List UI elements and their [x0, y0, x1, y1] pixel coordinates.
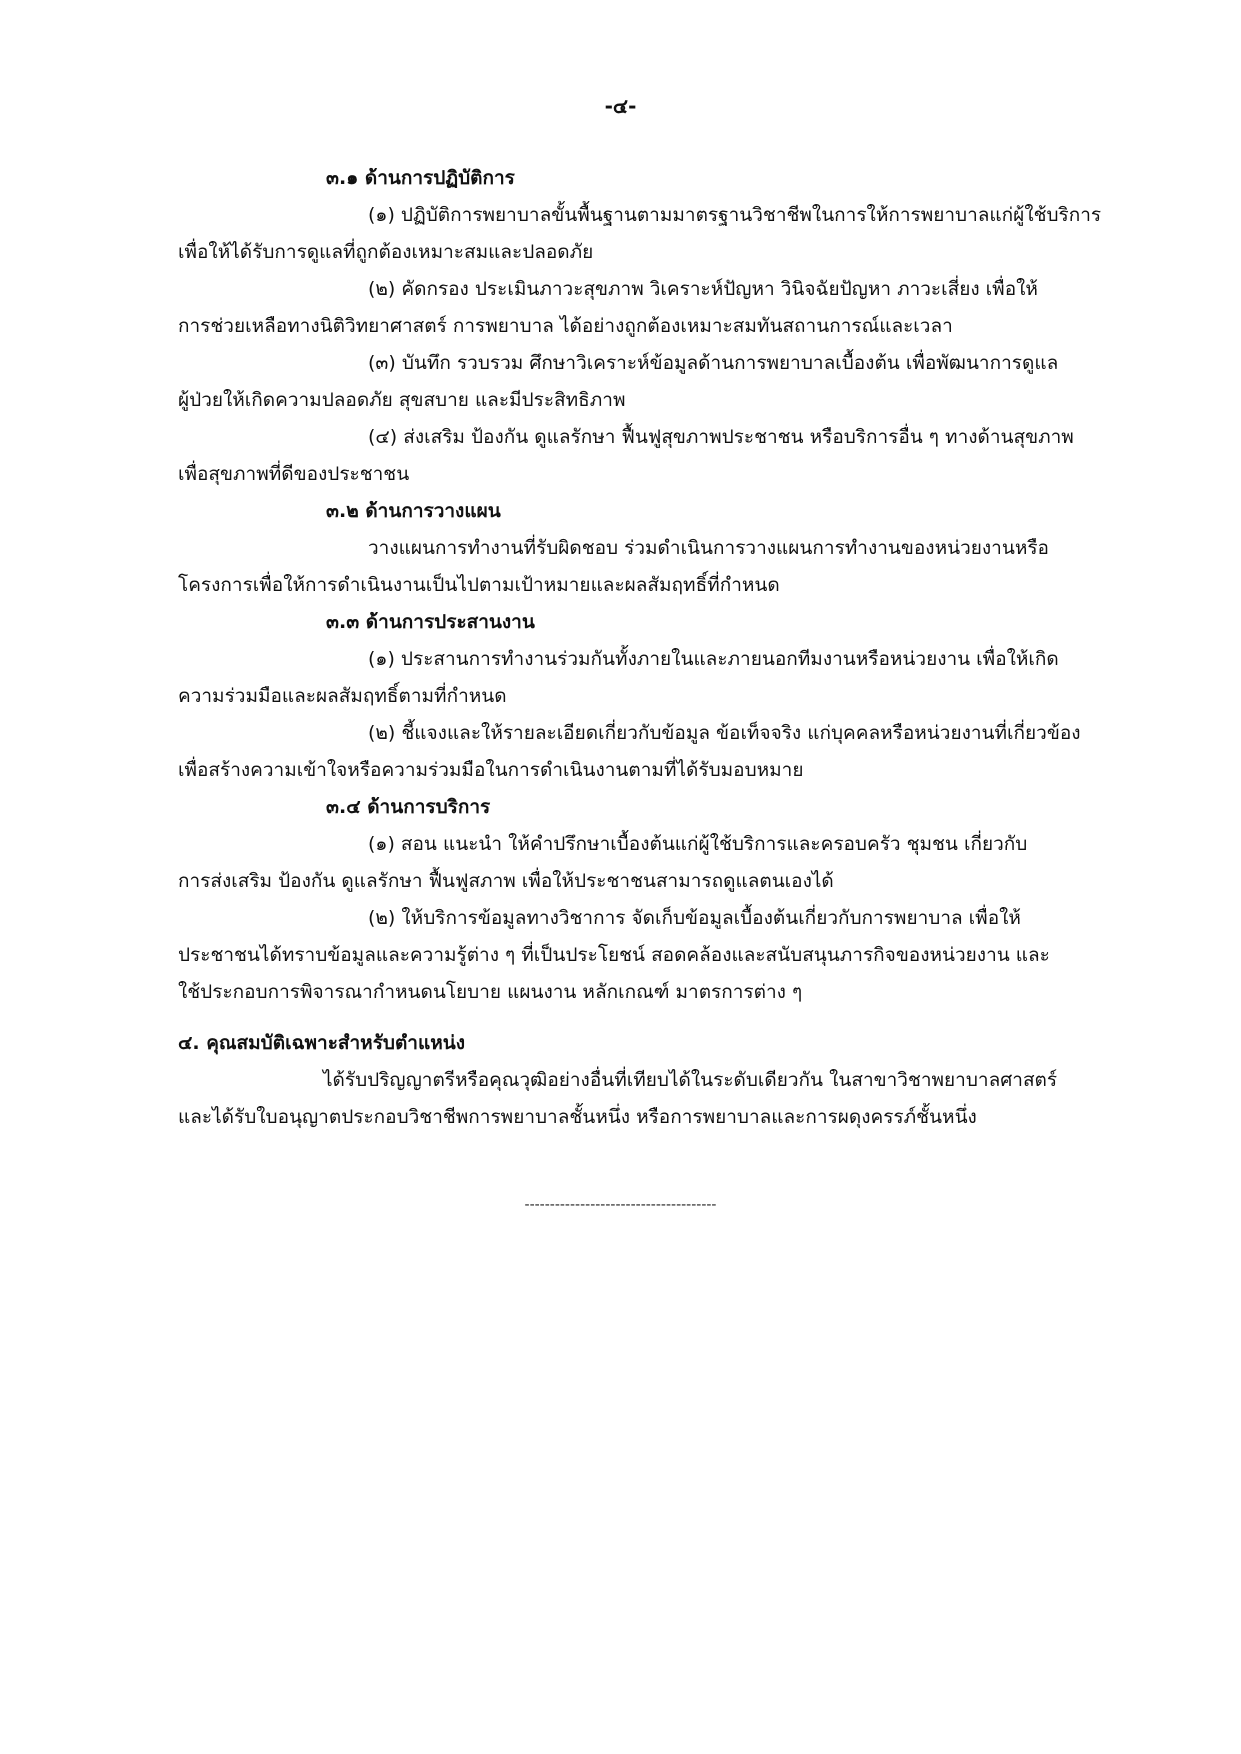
paragraph-first-line: (๓) บันทึก รวบรวม ศึกษาวิเคราะห์ข้อมูลด้านการพยาบาลเบื้องต้น เพื่อพัฒนาการดูแล [368, 352, 1059, 374]
paragraph-first-line: ได้รับปริญญาตรีหรือคุณวุฒิอย่างอื่นที่เทียบได้ในระดับเดียวกัน ในสาขาวิชาพยาบาลศาสตร์ [323, 1069, 1058, 1091]
paragraph-continuation: และได้รับใบอนุญาตประกอบวิชาชีพการพยาบาลชั้นหนึ่ง หรือการพยาบาลและการผดุงครรภ์ชั้นหนึ่ง [178, 1106, 977, 1128]
paragraph-first-line: (๔) ส่งเสริม ป้องกัน ดูแลรักษา ฟื้นฟูสุขภาพประชาชน หรือบริการอื่น ๆ ทางด้านสุขภาพ [368, 426, 1074, 448]
paragraph-first-line: (๒) ชี้แจงและให้รายละเอียดเกี่ยวกับข้อมูล ข้อเท็จจริง แก่บุคคลหรือหน่วยงานที่เกี่ยวข้อง [368, 722, 1081, 744]
paragraph-3-4-1 [178, 826, 1123, 900]
end-divider: -------------------------------------- [524, 1197, 717, 1213]
document-body [178, 160, 1123, 1136]
paragraph-3-3-2 [178, 715, 1123, 789]
paragraph-3-1-4 [178, 419, 1123, 493]
paragraph-3-4-2 [178, 900, 1123, 1011]
paragraph-first-line: (๒) ให้บริการข้อมูลทางวิชาการ จัดเก็บข้อมูลเบื้องต้นเกี่ยวกับการพยาบาล เพื่อให้ [368, 907, 1021, 929]
paragraph-3-1-3 [178, 345, 1123, 419]
paragraph-first-line: (๒) คัดกรอง ประเมินภาวะสุขภาพ วิเคราะห์ปัญหา วินิจฉัยปัญหา ภาวะเสี่ยง เพื่อให้ [368, 278, 1038, 300]
section-heading-4: ๔. คุณสมบัติเฉพาะสำหรับตำแหน่ง [178, 1032, 466, 1054]
section-heading-3-4: ๓.๔ ด้านการบริการ [326, 796, 491, 818]
paragraph-continuation: ผู้ป่วยให้เกิดความปลอดภัย สุขสบาย และมีประสิทธิภาพ [178, 389, 626, 411]
paragraph-3-3-1 [178, 641, 1123, 715]
section-heading-3-3: ๓.๓ ด้านการประสานงาน [326, 611, 535, 633]
paragraph-continuation: เพื่อสร้างความเข้าใจหรือความร่วมมือในการดำเนินงานตามที่ได้รับมอบหมาย [178, 759, 804, 781]
paragraph-first-line: (๑) ปฏิบัติการพยาบาลขั้นพื้นฐานตามมาตรฐานวิชาชีพในการให้การพยาบาลแก่ผู้ใช้บริการ [368, 204, 1102, 226]
paragraph-3-2-1 [178, 530, 1123, 604]
page-number: -๔- [604, 94, 637, 118]
section-heading-3-1: ๓.๑ ด้านการปฏิบัติการ [326, 167, 515, 189]
paragraph-continuation: เพื่อสุขภาพที่ดีของประชาชน [178, 463, 410, 485]
paragraph-first-line: (๑) ประสานการทำงานร่วมกันทั้งภายในและภายนอกทีมงานหรือหน่วยงาน เพื่อให้เกิด [368, 648, 1059, 670]
paragraph-4-1 [178, 1062, 1123, 1136]
paragraph-continuation: การช่วยเหลือทางนิติวิทยาศาสตร์ การพยาบาล ได้อย่างถูกต้องเหมาะสมทันสถานการณ์และเวลา [178, 315, 953, 337]
paragraph-3-1-1 [178, 197, 1123, 271]
section-heading-3-2: ๓.๒ ด้านการวางแผน [326, 500, 501, 522]
paragraph-3-1-2 [178, 271, 1123, 345]
paragraph-continuation: โครงการเพื่อให้การดำเนินงานเป็นไปตามเป้าหมายและผลสัมฤทธิ์ที่กำหนด [178, 574, 780, 596]
paragraph-continuation: ความร่วมมือและผลสัมฤทธิ์ตามที่กำหนด [178, 685, 507, 707]
paragraph-first-line: (๑) สอน แนะนำ ให้คำปรึกษาเบื้องต้นแก่ผู้ใช้บริการและครอบครัว ชุมชน เกี่ยวกับ [368, 833, 1028, 855]
paragraph-continuation: การส่งเสริม ป้องกัน ดูแลรักษา ฟื้นฟูสภาพ เพื่อให้ประชาชนสามารถดูแลตนเองได้ [178, 870, 834, 892]
paragraph-continuation: ใช้ประกอบการพิจารณากำหนดนโยบาย แผนงาน หลักเกณฑ์ มาตรการต่าง ๆ [178, 981, 803, 1003]
paragraph-continuation: เพื่อให้ได้รับการดูแลที่ถูกต้องเหมาะสมและปลอดภัย [178, 241, 594, 263]
paragraph-first-line: วางแผนการทำงานที่รับผิดชอบ ร่วมดำเนินการวางแผนการทำงานของหน่วยงานหรือ [368, 537, 1049, 559]
paragraph-continuation: ประชาชนได้ทราบข้อมูลและความรู้ต่าง ๆ ที่เป็นประโยชน์ สอดคล้องและสนับสนุนภารกิจของหน่วยงาน และ [178, 944, 1050, 966]
